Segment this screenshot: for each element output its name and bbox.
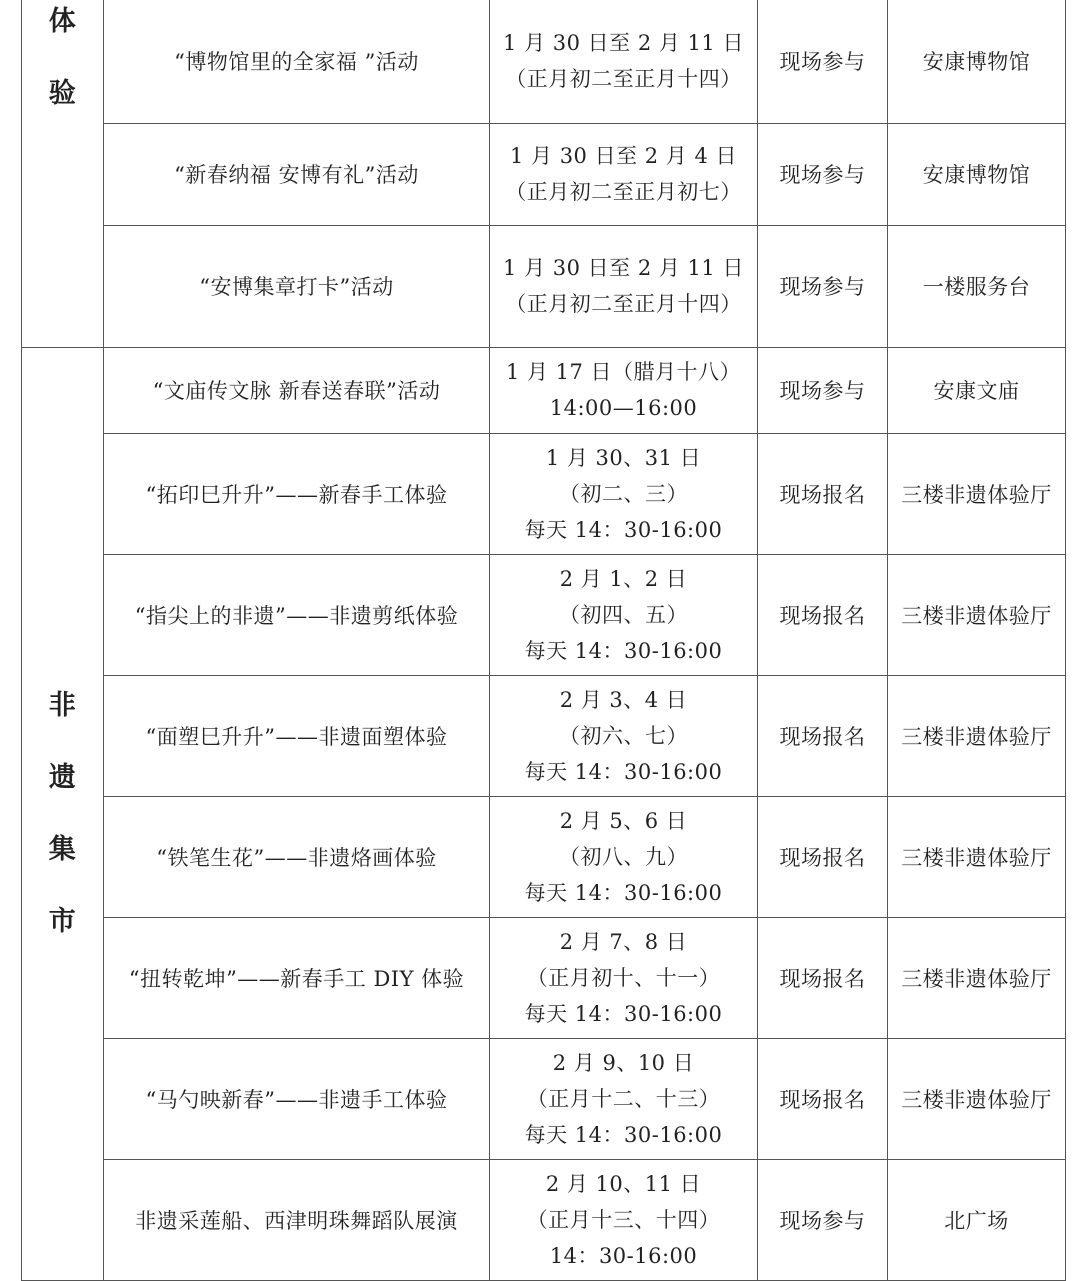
activity-name: 非遗采莲船、西津明珠舞蹈队展演 xyxy=(104,1159,490,1280)
activity-name: “新春纳福 安博有礼”活动 xyxy=(104,123,490,225)
participation-mode: 现场报名 xyxy=(758,433,888,554)
table-row xyxy=(22,1038,1066,1159)
activity-place: 一楼服务台 xyxy=(888,225,1066,347)
activity-name: “扭转乾坤”——新春手工 DIY 体验 xyxy=(104,917,490,1038)
participation-mode: 现场参与 xyxy=(758,123,888,225)
category-cell-feiyi-jishi: 非遗集市 xyxy=(22,347,104,1280)
activity-name: “马勺映新春”——非遗手工体验 xyxy=(104,1038,490,1159)
participation-mode: 现场参与 xyxy=(758,1159,888,1280)
activity-name: “安博集章打卡”活动 xyxy=(104,225,490,347)
activity-place: 三楼非遗体验厅 xyxy=(888,917,1066,1038)
table-row xyxy=(22,796,1066,917)
activity-time: 1 月 17 日（腊月十八） 14:00—16:00 xyxy=(490,347,758,433)
participation-mode: 现场报名 xyxy=(758,554,888,675)
activity-time: 1 月 30、31 日 （初二、三） 每天 14：30-16:00 xyxy=(490,433,758,554)
table-row xyxy=(22,554,1066,675)
activity-place: 安康博物馆 xyxy=(888,123,1066,225)
activity-time: 2 月 10、11 日 （正月十三、十四） 14：30-16:00 xyxy=(490,1159,758,1280)
participation-mode: 现场报名 xyxy=(758,796,888,917)
activity-place: 三楼非遗体验厅 xyxy=(888,554,1066,675)
activity-time: 1 月 30 日至 2 月 4 日 （正月初二至正月初七） xyxy=(490,123,758,225)
activity-time: 2 月 1、2 日 （初四、五） 每天 14：30-16:00 xyxy=(490,554,758,675)
activity-time: 2 月 5、6 日 （初八、九） 每天 14：30-16:00 xyxy=(490,796,758,917)
activity-name: “博物馆里的全家福 ”活动 xyxy=(104,0,490,123)
activity-place: 三楼非遗体验厅 xyxy=(888,675,1066,796)
participation-mode: 现场报名 xyxy=(758,1038,888,1159)
participation-mode: 现场参与 xyxy=(758,0,888,123)
table-row xyxy=(22,917,1066,1038)
activity-place: 三楼非遗体验厅 xyxy=(888,1038,1066,1159)
activity-place: 三楼非遗体验厅 xyxy=(888,433,1066,554)
activity-place: 安康文庙 xyxy=(888,347,1066,433)
table-row xyxy=(22,347,1066,433)
activity-time: 1 月 30 日至 2 月 11 日 （正月初二至正月十四） xyxy=(490,225,758,347)
table-row xyxy=(22,433,1066,554)
activity-time: 1 月 30 日至 2 月 11 日 （正月初二至正月十四） xyxy=(490,0,758,123)
table-row xyxy=(22,1159,1066,1280)
activity-name: “面塑巳升升”——非遗面塑体验 xyxy=(104,675,490,796)
participation-mode: 现场报名 xyxy=(758,917,888,1038)
participation-mode: 现场参与 xyxy=(758,347,888,433)
table-row xyxy=(22,675,1066,796)
table-row xyxy=(22,225,1066,347)
participation-mode: 现场报名 xyxy=(758,675,888,796)
activity-place: 安康博物馆 xyxy=(888,0,1066,123)
activity-time: 2 月 7、8 日 （正月初十、十一） 每天 14：30-16:00 xyxy=(490,917,758,1038)
table-row xyxy=(22,0,1066,123)
schedule-table xyxy=(21,0,1066,1281)
participation-mode: 现场参与 xyxy=(758,225,888,347)
activity-place: 三楼非遗体验厅 xyxy=(888,796,1066,917)
table-row xyxy=(22,123,1066,225)
activity-name: “拓印巳升升”——新春手工体验 xyxy=(104,433,490,554)
activity-name: “指尖上的非遗”——非遗剪纸体验 xyxy=(104,554,490,675)
activity-time: 2 月 3、4 日 （初六、七） 每天 14：30-16:00 xyxy=(490,675,758,796)
activity-name: “铁笔生花”——非遗烙画体验 xyxy=(104,796,490,917)
category-cell-tiyan: 体验 xyxy=(22,0,104,347)
activity-time: 2 月 9、10 日 （正月十二、十三） 每天 14：30-16:00 xyxy=(490,1038,758,1159)
activity-name: “文庙传文脉 新春送春联”活动 xyxy=(104,347,490,433)
activity-place: 北广场 xyxy=(888,1159,1066,1280)
